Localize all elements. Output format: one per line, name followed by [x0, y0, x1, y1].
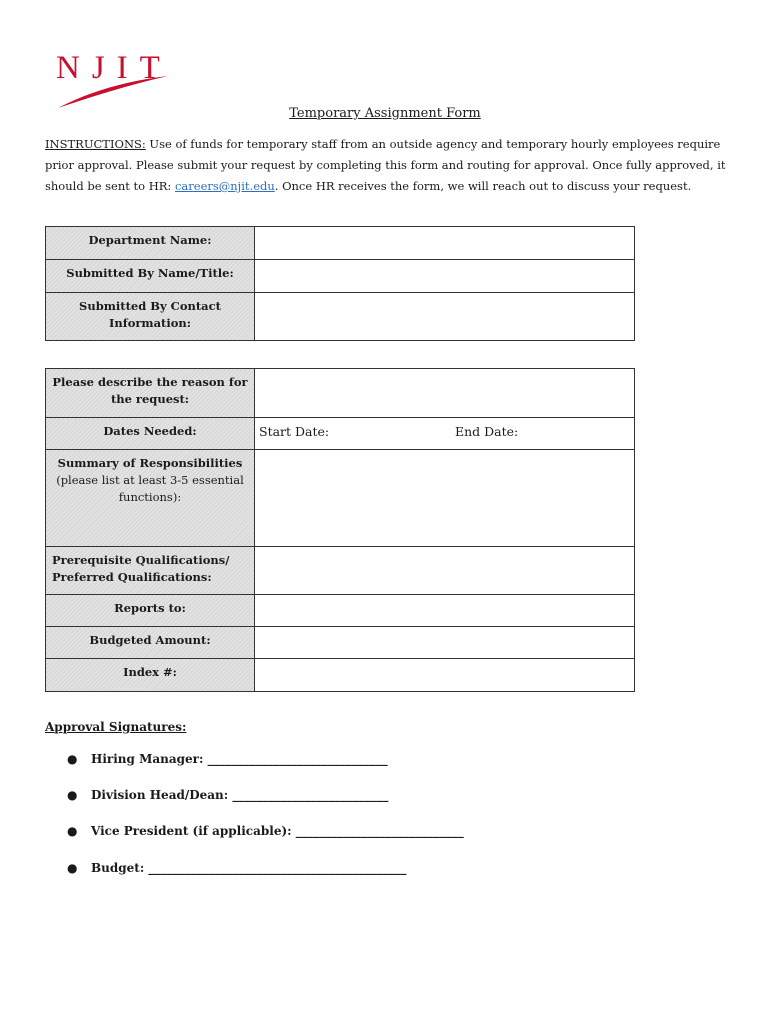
- logo-text: NJIT: [56, 50, 172, 86]
- bullet-icon: ●: [67, 752, 78, 766]
- hiring-manager-label: Hiring Manager: ______________________________: [91, 752, 388, 766]
- approval-section: [45, 720, 464, 875]
- department-name-field[interactable]: [255, 227, 635, 260]
- division-head-label: Division Head/Dean: __________________________: [91, 788, 389, 802]
- table-row: [46, 595, 635, 627]
- hr-email-link[interactable]: careers@njit.edu: [174, 179, 275, 193]
- table-row: [46, 627, 635, 659]
- instructions-text-end: . Once HR receives the form, we will reach out to discuss your request.: [274, 179, 692, 193]
- approval-heading: Approval Signatures:: [45, 720, 187, 734]
- bullet-icon: ●: [67, 788, 78, 802]
- division-head-signature-line[interactable]: [67, 788, 388, 802]
- njit-logo: [52, 50, 172, 112]
- contact-information-field[interactable]: [255, 293, 635, 341]
- department-name-label: Department Name:: [46, 227, 255, 260]
- table-row: [46, 227, 635, 260]
- table-row: [46, 418, 635, 450]
- budgeted-amount-label: Budgeted Amount:: [46, 627, 255, 659]
- summary-label-cell: [46, 450, 255, 547]
- vice-president-signature-line[interactable]: [67, 824, 464, 838]
- reports-to-label: Reports to:: [46, 595, 255, 627]
- reports-to-field[interactable]: [255, 595, 635, 627]
- index-field[interactable]: [255, 659, 635, 692]
- form-title: Temporary Assignment Form: [289, 106, 481, 121]
- instructions-text: Use of funds for temporary staff from an outside agency and temporary hourly employees require prior approval. Please submit your request by completing this form and routing for approval. Once fully approved, it should be sent to HR:: [45, 137, 726, 193]
- table-row: [46, 659, 635, 692]
- reason-field[interactable]: [255, 369, 635, 418]
- budget-signature-line[interactable]: [67, 861, 406, 875]
- contact-information-label: Submitted By Contact Information:: [46, 293, 255, 341]
- table-row: [46, 547, 635, 595]
- preferred-label: Preferred Qualifications:: [52, 570, 212, 584]
- bullet-icon: ●: [67, 861, 78, 875]
- start-date-label: Start Date:: [259, 424, 330, 439]
- prerequisite-label: Prerequisite Qualifications/: [52, 553, 230, 567]
- hiring-manager-signature-line[interactable]: [67, 752, 388, 766]
- table-row: [46, 369, 635, 418]
- dates-needed-label: Dates Needed:: [46, 418, 255, 450]
- dates-needed-field[interactable]: [255, 418, 635, 450]
- summary-label: Summary of Responsibilities: [57, 456, 243, 470]
- budgeted-amount-field[interactable]: [255, 627, 635, 659]
- submitted-by-name-label: Submitted By Name/Title:: [46, 260, 255, 293]
- budget-label: Budget: ___________________________________________: [91, 861, 407, 875]
- assignment-details-table: [45, 368, 635, 692]
- requester-info-table: [45, 226, 635, 341]
- prerequisite-label-cell: [46, 547, 255, 595]
- summary-field[interactable]: [255, 450, 635, 547]
- instructions-label: INSTRUCTIONS:: [45, 137, 146, 151]
- logo-swoosh-icon: [52, 50, 172, 112]
- vice-president-label: Vice President (if applicable): ____________________________: [91, 824, 464, 838]
- table-row: [46, 450, 635, 547]
- qualifications-field[interactable]: [255, 547, 635, 595]
- bullet-icon: ●: [67, 824, 78, 838]
- end-date-label: End Date:: [455, 424, 519, 439]
- table-row: [46, 260, 635, 293]
- summary-note: (please list at least 3-5 essential functions):: [56, 473, 244, 504]
- table-row: [46, 293, 635, 341]
- submitted-by-name-field[interactable]: [255, 260, 635, 293]
- index-label: Index #:: [46, 659, 255, 692]
- reason-label: Please describe the reason for the request:: [46, 369, 255, 418]
- instructions: [45, 134, 727, 197]
